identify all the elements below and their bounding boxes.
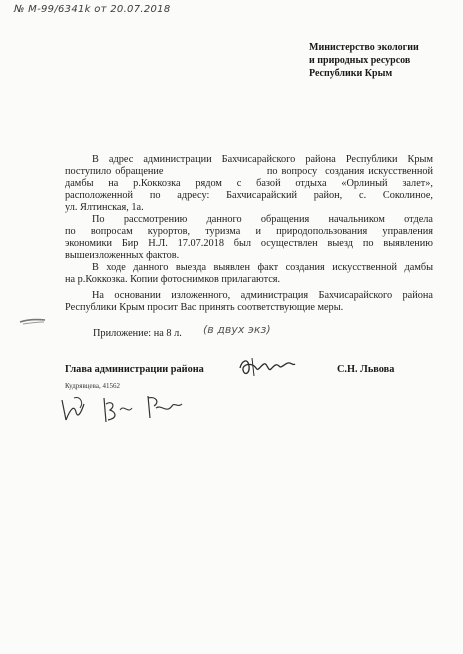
body-line: Республики Крым просит Вас принять соответствующие меры. (65, 302, 344, 313)
body-line: На основании изложенного, администрация Бахчисарайского района (92, 290, 433, 301)
signature-scribble (236, 354, 298, 380)
handwritten-initials (56, 392, 186, 426)
executor-contact: Кудрявцева, 41562 (65, 382, 120, 390)
body-line: расположенной по адресу: Бахчисарайский район, с. Соколиное, (65, 190, 433, 201)
body-line: вышеизложенных фактов. (65, 250, 180, 261)
handwritten-registration-number: № M-99/6341k от 20.07.2018 (14, 4, 171, 15)
addressee-line: Министерство экологии (309, 42, 419, 53)
letter-body (65, 154, 433, 314)
body-line: ул. Ялтинская, 1а. (65, 202, 144, 213)
margin-pen-mark (18, 312, 48, 330)
body-line: поступило обращение по вопросу создания искусственной (65, 166, 433, 177)
body-line: дамбы на р.Коккозка рядом с базой отдыха «Орлиный залет», (65, 178, 433, 189)
body-line: В ходе данного выезда выявлен факт создания искусственной дамбы (92, 262, 433, 273)
body-line: По рассмотрению данного обращения начальником отдела (92, 214, 433, 225)
attachment-line: Приложение: на 8 л. (93, 328, 182, 339)
body-line: на р.Коккозка. Копии фотоснимков прилагаются. (65, 274, 281, 285)
body-line: по вопросам курортов, туризма и природопользования управления (65, 226, 433, 237)
addressee-line: Республики Крым (309, 68, 393, 79)
addressee-block (309, 41, 419, 80)
signer-name: С.Н. Львова (337, 364, 395, 375)
body-line: экономики Бир Н.Л. 17.07.2018 был осуществлен выезд по выявлению (65, 238, 433, 249)
signer-title: Глава администрации района (65, 364, 204, 375)
addressee-line: и природных ресурсов (309, 55, 411, 66)
body-line: В адрес администрации Бахчисарайского района Республики Крым (92, 154, 433, 165)
attachment-handwritten-note: (в двух экз) (203, 323, 271, 336)
